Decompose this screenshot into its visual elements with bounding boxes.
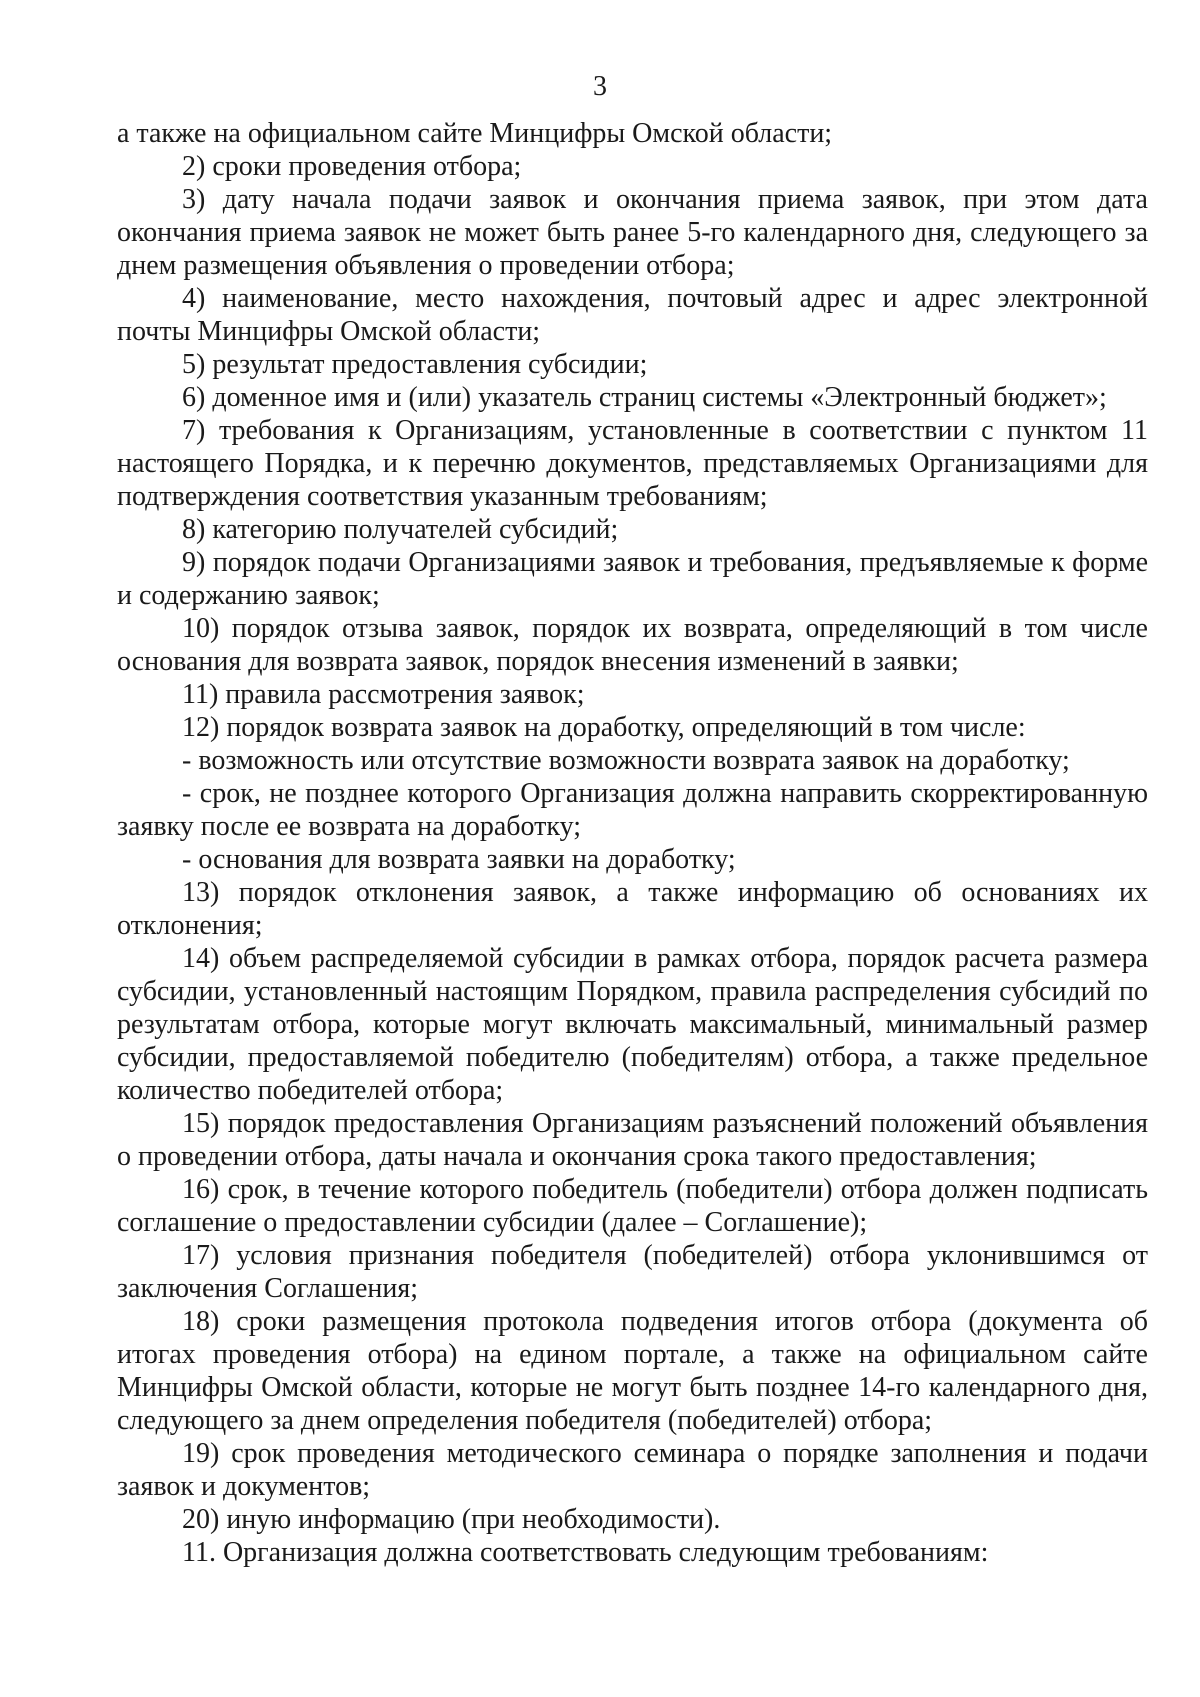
list-item-4: 4) наименование, место нахождения, почтовый адрес и адрес электронной почты Минцифры Омской области; (117, 283, 1148, 347)
page-number: 3 (593, 71, 607, 102)
list-item-9: 9) порядок подачи Организациями заявок и требования, предъявляемые к форме и содержанию заявок; (117, 547, 1148, 611)
list-item-13: 13) порядок отклонения заявок, а также информацию об основаниях их отклонения; (117, 877, 1148, 941)
list-item-3: 3) дату начала подачи заявок и окончания приема заявок, при этом дата окончания приема заявок не может быть ранее 5-го календарного дня, следующего за днем размещения объявления о проведении отбора; (117, 184, 1148, 281)
list-item-8: 8) категорию получателей субсидий; (182, 514, 619, 545)
list-item-11: 11) правила рассмотрения заявок; (182, 679, 585, 710)
list-item-5: 5) результат предоставления субсидии; (182, 349, 648, 380)
list-item-7: 7) требования к Организациям, установленные в соответствии с пунктом 11 настоящего Порядка, и к перечню документов, представляемых Организациями для подтверждения соответствия указанным требованиям; (117, 415, 1148, 512)
document-body (117, 117, 1148, 1569)
list-item-16: 16) срок, в течение которого победитель (победители) отбора должен подписать соглашение о предоставлении субсидии (далее – Соглашение); (117, 1174, 1148, 1238)
list-item-18: 18) сроки размещения протокола подведения итогов отбора (документа об итогах проведения отбора) на едином портале, а также на официальном сайте Минцифры Омской области, которые не могут быть позднее 14-го календарного дня, следующего за днем определения победителя (победителей) отбора; (117, 1306, 1148, 1436)
sub-item-return-grounds: - основания для возврата заявки на доработку; (182, 844, 736, 875)
list-item-10: 10) порядок отзыва заявок, порядок их возврата, определяющий в том числе основания для возврата заявок, порядок внесения изменений в заявки; (117, 613, 1148, 677)
list-item-12: 12) порядок возврата заявок на доработку, определяющий в том числе: (182, 712, 1026, 743)
list-item-6: 6) доменное имя и (или) указатель страниц системы «Электронный бюджет»; (182, 382, 1107, 413)
sub-item-return-deadline: - срок, не позднее которого Организация должна направить скорректированную заявку после ее возврата на доработку; (117, 778, 1148, 842)
paragraph-continuation: а также на официальном сайте Минцифры Омской области; (117, 118, 833, 149)
list-item-15: 15) порядок предоставления Организациям разъяснений положений объявления о проведении отбора, даты начала и окончания срока такого предоставления; (117, 1108, 1148, 1172)
list-item-20: 20) иную информацию (при необходимости). (182, 1504, 721, 1535)
section-11-heading: 11. Организация должна соответствовать следующим требованиям: (182, 1537, 989, 1568)
list-item-17: 17) условия признания победителя (победителей) отбора уклонившимся от заключения Соглашения; (117, 1240, 1148, 1304)
list-item-14: 14) объем распределяемой субсидии в рамках отбора, порядок расчета размера субсидии, установленный настоящим Порядком, правила распределения субсидий по результатам отбора, которые могут включать максимальный, минимальный размер субсидии, предоставляемой победителю (победителям) отбора, а также предельное количество победителей отбора; (117, 943, 1148, 1106)
list-item-2: 2) сроки проведения отбора; (182, 151, 522, 182)
sub-item-return-possibility: - возможность или отсутствие возможности возврата заявок на доработку; (182, 745, 1070, 776)
list-item-19: 19) срок проведения методического семинара о порядке заполнения и подачи заявок и документов; (117, 1438, 1148, 1502)
